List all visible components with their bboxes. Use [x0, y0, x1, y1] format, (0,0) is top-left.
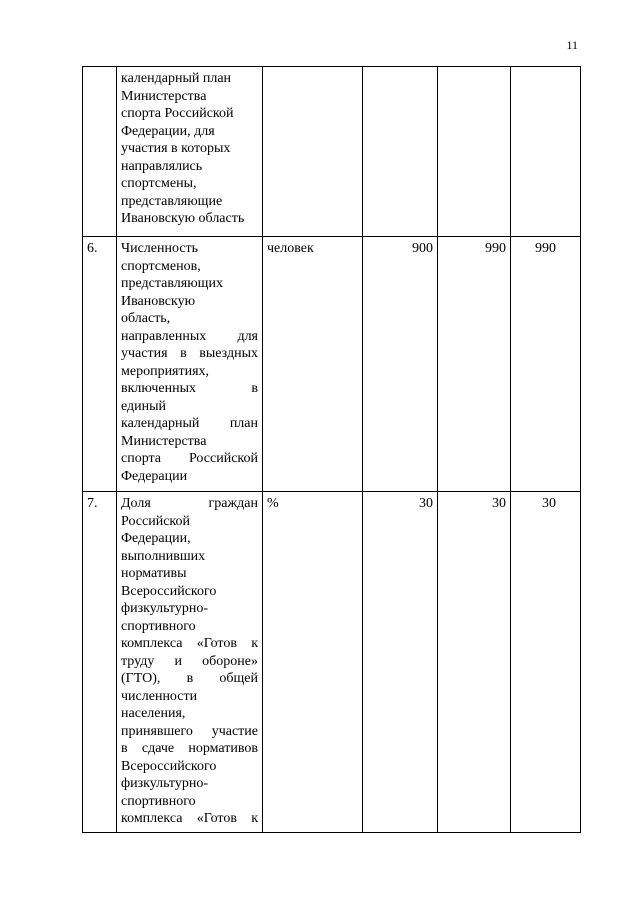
indicator-name-line: Всероссийского [121, 758, 217, 774]
page-number: 11 [566, 38, 578, 52]
indicator-name-line: принявшего участие [121, 723, 258, 739]
value-cell-2: 30 [438, 492, 511, 833]
unit-cell [263, 67, 363, 237]
indicator-name-line: спортивного [121, 618, 196, 634]
indicator-name-line: Министерства [121, 433, 207, 449]
indicator-name-line: нормативы [121, 566, 187, 581]
table-row-6 [83, 237, 581, 492]
indicator-name-line: выполнивших [121, 548, 206, 564]
indicator-name-line: спортивного [121, 793, 196, 809]
indicator-name-line: участия в выездных [121, 346, 258, 361]
indicator-name-line: Российской [121, 513, 190, 529]
indicator-name-line: Федерации, для [121, 123, 215, 139]
indicator-name-line: Федерации, [121, 531, 191, 546]
indicator-name-line: направлялись [121, 158, 203, 174]
indicator-name-line: участия в которых [121, 141, 231, 156]
value-cell-1: 30 [363, 492, 438, 833]
unit-cell: % [263, 492, 363, 833]
value-cell-3: 990 [511, 237, 581, 492]
indicator-name-cell [117, 492, 263, 833]
indicator-name-line: спортсменов, [121, 258, 201, 274]
indicator-name-line: Министерства [121, 88, 207, 104]
indicator-name-line: Ивановскую область [121, 211, 245, 226]
indicators-table [82, 66, 581, 833]
indicator-name-line: представляющих [121, 276, 223, 291]
indicator-name-line: труду и обороне» [121, 653, 258, 669]
indicator-name-line: включенных в [121, 381, 258, 396]
indicator-name-line: Доля граждан [121, 496, 258, 511]
indicator-name-cell [117, 237, 263, 492]
indicator-name-line: Численность [121, 241, 199, 256]
indicator-name-cell [117, 67, 263, 237]
indicator-name-line: представляющие [121, 193, 223, 209]
indicator-name-line: Федерации [121, 468, 188, 484]
value-cell-3 [511, 67, 581, 237]
indicator-name-line: в сдаче нормативов [121, 741, 258, 756]
value-cell-2 [438, 67, 511, 237]
indicator-name-line: календарный план [121, 416, 258, 431]
value-cell-3: 30 [511, 492, 581, 833]
value-cell-1: 900 [363, 237, 438, 492]
indicator-name-line: спорта Российской [121, 106, 234, 121]
indicator-name-line: населения, [121, 706, 186, 721]
indicator-name-line: физкультурно- [121, 601, 209, 616]
indicator-name-line: физкультурно- [121, 776, 209, 791]
indicator-name-line: комплекса «Готов к [121, 636, 258, 651]
indicator-name-line: (ГТО), в общей [121, 671, 258, 686]
table-row-continuation [83, 67, 581, 237]
indicator-name-line: направленных для [121, 328, 258, 344]
row-number-cell: 6. [83, 237, 117, 492]
table-row-7 [83, 492, 581, 833]
row-number-cell [83, 67, 117, 237]
row-number-cell: 7. [83, 492, 117, 833]
value-cell-2: 990 [438, 237, 511, 492]
indicator-name-line: комплекса «Готов к [121, 811, 258, 826]
indicator-name-line: область, [121, 311, 171, 326]
indicator-name-line: численности [121, 688, 198, 704]
indicator-name-line: календарный план [121, 71, 232, 86]
unit-cell: человек [263, 237, 363, 492]
indicator-name-line: единый [121, 398, 167, 414]
indicator-name-line: спорта Российской [121, 451, 258, 466]
indicator-name-line: Всероссийского [121, 583, 217, 599]
indicator-name-line: Ивановскую [121, 293, 196, 309]
indicator-name-line: мероприятиях, [121, 363, 210, 379]
indicator-name-line: спортсмены, [121, 176, 197, 191]
value-cell-1 [363, 67, 438, 237]
